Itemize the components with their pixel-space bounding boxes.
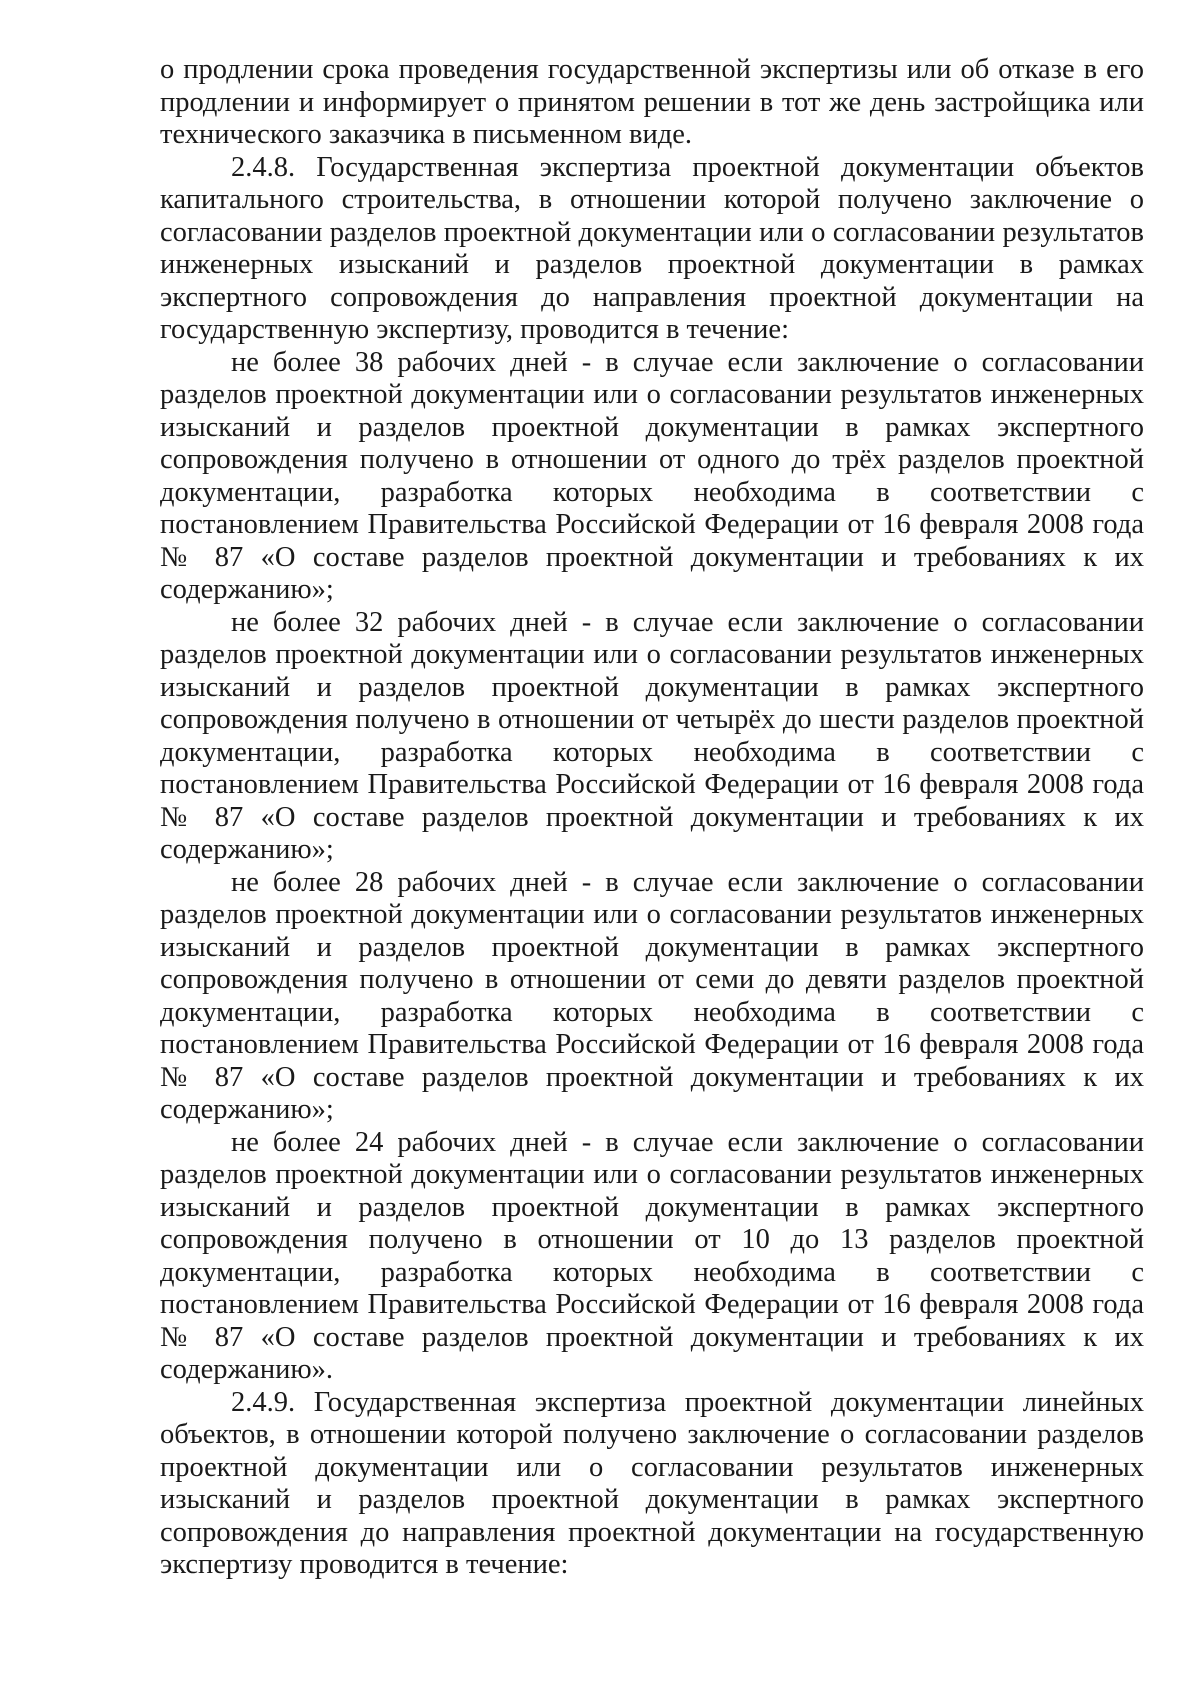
document-page: [160, 54, 1144, 1582]
paragraph-28-days: не более 28 рабочих дней - в случае если заключение о согласовании разделов проектной документации или о согласовании результатов инженерных изысканий и разделов проектной документации в рамках экспертного сопровождения получено в отношении от семи до девяти разделов проектной документации, разработка которых необходима в соответствии с постановлением Правительства Российской Федерации от 16 февраля 2008 года № 87 «О составе разделов проектной документации и требованиях к их содержанию»;: [160, 866, 1144, 1125]
paragraph-38-days: не более 38 рабочих дней - в случае если заключение о согласовании разделов проектной документации или о согласовании результатов инженерных изысканий и разделов проектной документации в рамках экспертного сопровождения получено в отношении от одного до трёх разделов проектной документации, разработка которых необходима в соответствии с постановлением Правительства Российской Федерации от 16 февраля 2008 года № 87 «О составе разделов проектной документации и требованиях к их содержанию»;: [160, 346, 1144, 605]
paragraph-2-4-9: 2.4.9. Государственная экспертиза проектной документации линейных объектов, в отношении которой получено заключение о согласовании разделов проектной документации или о согласовании результатов инженерных изысканий и разделов проектной документации в рамках экспертного сопровождения до направления проектной документации на государственную экспертизу проводится в течение:: [160, 1386, 1144, 1580]
paragraph-continuation: о продлении срока проведения государственной экспертизы или об отказе в его продлении и информирует о принятом решении в тот же день застройщика или технического заказчика в письменном виде.: [160, 54, 1144, 150]
paragraph-24-days: не более 24 рабочих дней - в случае если заключение о согласовании разделов проектной документации или о согласовании результатов инженерных изысканий и разделов проектной документации в рамках экспертного сопровождения получено в отношении от 10 до 13 разделов проектной документации, разработка которых необходима в соответствии с постановлением Правительства Российской Федерации от 16 февраля 2008 года № 87 «О составе разделов проектной документации и требованиях к их содержанию».: [160, 1126, 1144, 1385]
paragraph-2-4-8: 2.4.8. Государственная экспертиза проектной документации объектов капитального строительства, в отношении которой получено заключение о согласовании разделов проектной документации или о согласовании результатов инженерных изысканий и разделов проектной документации в рамках экспертного сопровождения до направления проектной документации на государственную экспертизу, проводится в течение:: [160, 151, 1144, 345]
paragraph-32-days: не более 32 рабочих дней - в случае если заключение о согласовании разделов проектной документации или о согласовании результатов инженерных изысканий и разделов проектной документации в рамках экспертного сопровождения получено в отношении от четырёх до шести разделов проектной документации, разработка которых необходима в соответствии с постановлением Правительства Российской Федерации от 16 февраля 2008 года № 87 «О составе разделов проектной документации и требованиях к их содержанию»;: [160, 606, 1144, 865]
